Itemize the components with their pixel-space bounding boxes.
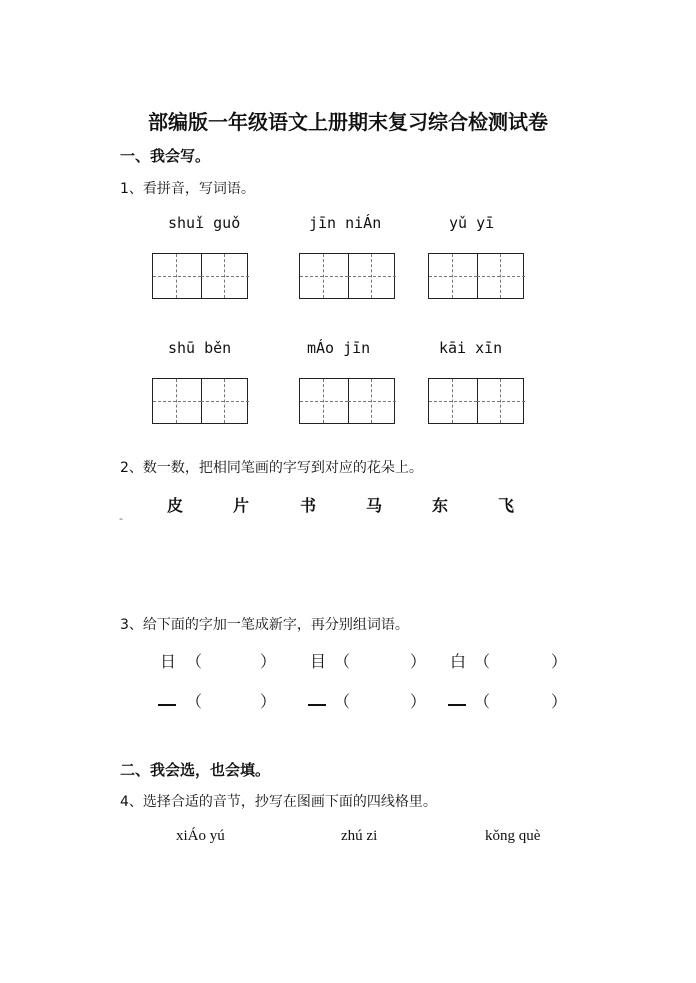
open-paren: （ — [334, 692, 351, 711]
pinyin-label: shuǐ guǒ — [168, 214, 241, 232]
stroke-character: 片 — [233, 496, 250, 515]
question-4-prompt: 4、选择合适的音节，抄写在图画下面的四线格里。 — [120, 794, 437, 810]
close-paren: ） — [260, 652, 277, 671]
close-paren: ） — [410, 692, 427, 711]
open-paren: （ — [186, 652, 203, 671]
stroke-character: 东 — [432, 496, 449, 515]
open-paren: （ — [186, 692, 203, 711]
close-paren: ） — [551, 692, 568, 711]
new-character-blank[interactable] — [308, 704, 326, 706]
question-2-prompt: 2、数一数，把相同笔画的字写到对应的花朵上。 — [120, 460, 423, 476]
close-paren: ） — [260, 692, 277, 711]
stroke-character: 飞 — [498, 496, 515, 515]
stray-mark: - — [119, 512, 123, 525]
new-character-blank[interactable] — [448, 704, 466, 706]
stroke-character: 书 — [300, 496, 317, 515]
close-paren: ） — [551, 652, 568, 671]
new-character-blank[interactable] — [158, 704, 176, 706]
pinyin-label: jīn niÁn — [309, 214, 382, 232]
question-1-prompt: 1、看拼音，写词语。 — [120, 181, 255, 197]
stroke-character: 马 — [366, 496, 383, 515]
open-paren: （ — [474, 692, 491, 711]
open-paren: （ — [334, 652, 351, 671]
base-character: 日 — [160, 652, 177, 671]
tianzige-writing-grid[interactable] — [299, 378, 395, 424]
section-1-heading: 一、我会写。 — [120, 147, 211, 165]
page-title: 部编版一年级语文上册期末复习综合检测试卷 — [148, 110, 548, 134]
pinyin-label: yǔ yī — [449, 214, 495, 232]
tianzige-writing-grid[interactable] — [152, 253, 248, 299]
open-paren: （ — [474, 652, 491, 671]
base-character: 白 — [450, 652, 467, 671]
tianzige-writing-grid[interactable] — [299, 253, 395, 299]
syllable-option: kǒng què — [485, 828, 541, 844]
close-paren: ） — [410, 652, 427, 671]
syllable-option: xiÁo yú — [176, 828, 225, 844]
pinyin-label: kāi xīn — [439, 339, 503, 357]
tianzige-writing-grid[interactable] — [152, 378, 248, 424]
stroke-character: 皮 — [167, 496, 184, 515]
base-character: 目 — [310, 652, 327, 671]
tianzige-writing-grid[interactable] — [428, 253, 524, 299]
pinyin-label: shū běn — [168, 339, 232, 357]
syllable-option: zhú zi — [341, 828, 378, 844]
section-2-heading: 二、我会选，也会填。 — [120, 761, 271, 779]
tianzige-writing-grid[interactable] — [428, 378, 524, 424]
question-3-prompt: 3、给下面的字加一笔成新字，再分别组词语。 — [120, 617, 409, 633]
pinyin-label: mÁo jīn — [307, 339, 371, 357]
